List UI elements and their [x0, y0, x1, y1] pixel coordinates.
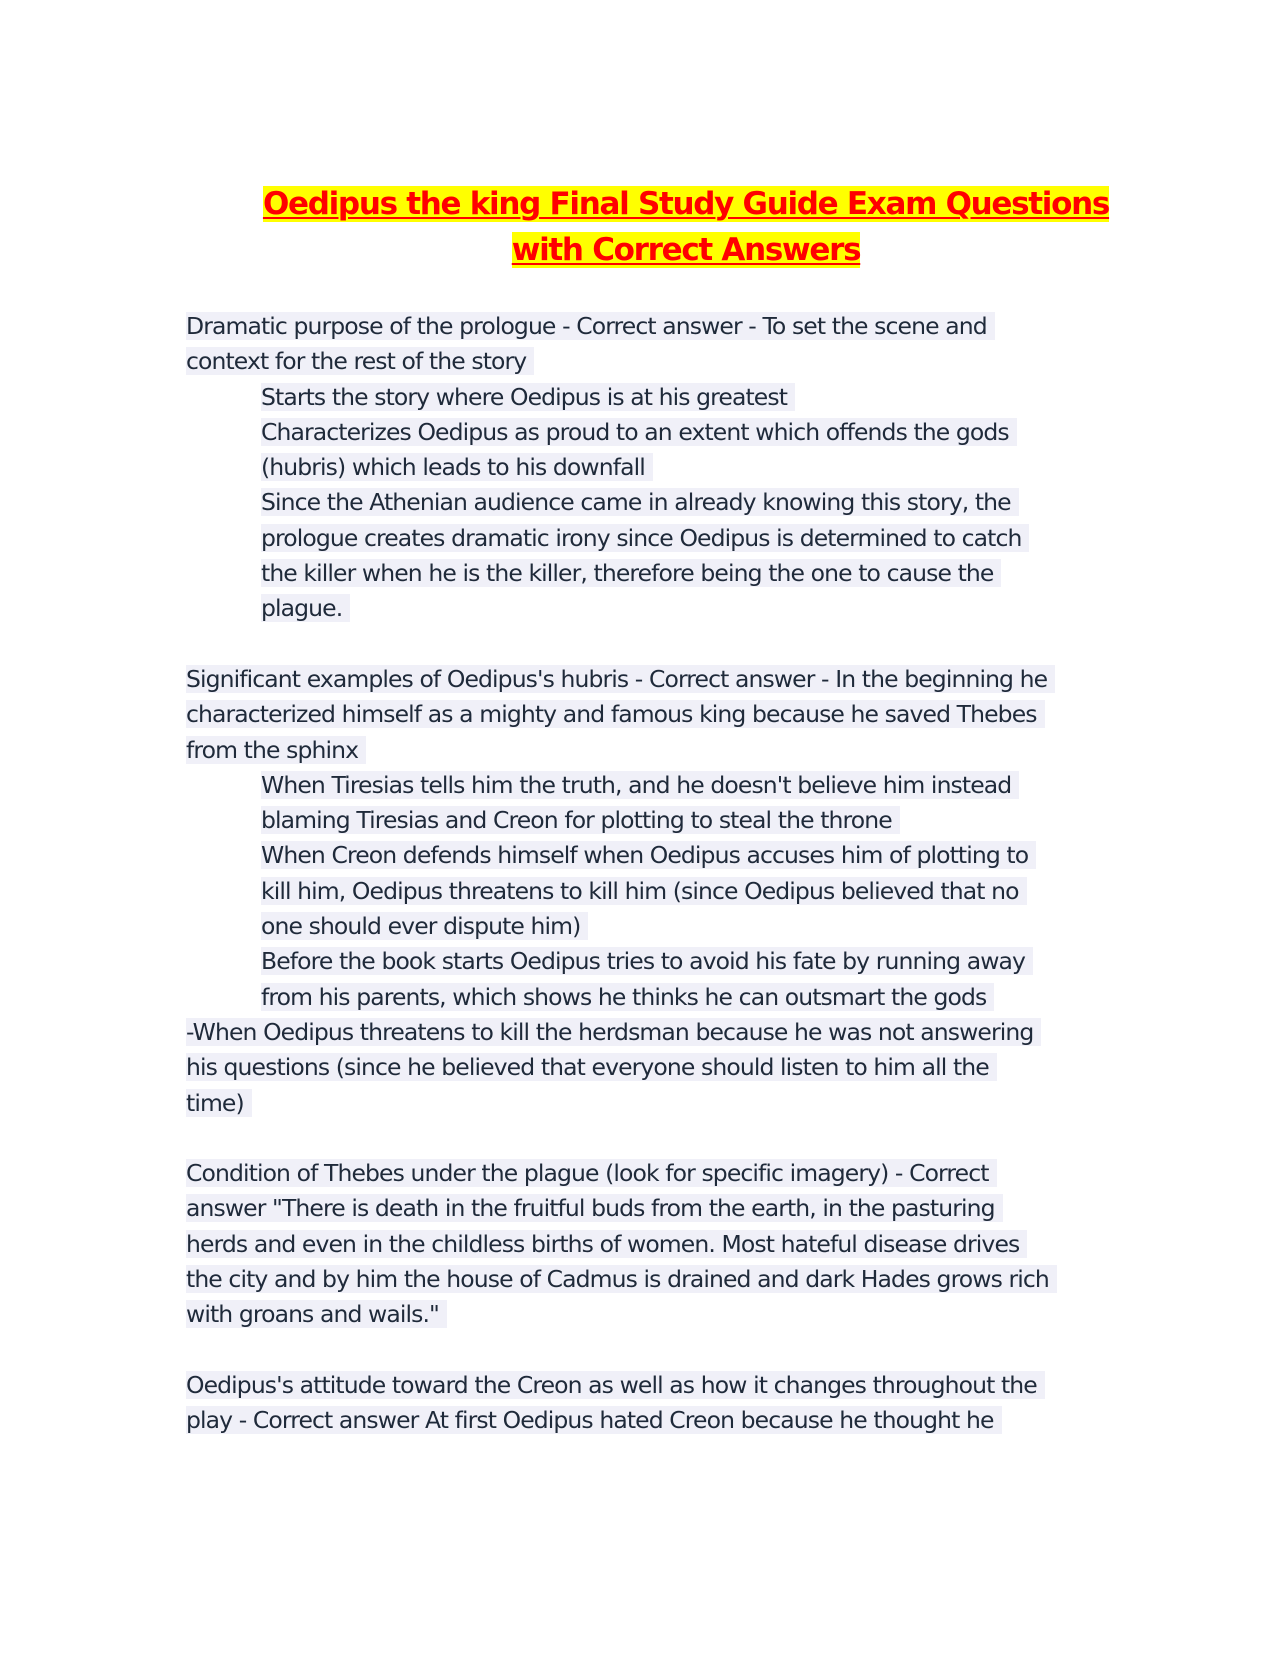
text-line-content: Characterizes Oedipus as proud to an extent which offends the gods [261, 418, 1017, 446]
title-line-2: with Correct Answers [511, 232, 861, 268]
text-line-content: (hubris) which leads to his downfall [261, 453, 653, 481]
text-line-content: the city and by him the house of Cadmus is drained and dark Hades grows rich [186, 1265, 1057, 1293]
text-line-indented [186, 450, 1106, 485]
text-line-indented [186, 944, 1106, 979]
text-line-content: -When Oedipus threatens to kill the herdsman because he was not answering [186, 1018, 1041, 1046]
text-line-indented [186, 768, 1106, 803]
text-line-indented [186, 521, 1106, 556]
text-line [186, 1403, 1106, 1438]
blank-line [186, 1121, 1106, 1156]
text-line-content: kill him, Oedipus threatens to kill him (since Oedipus believed that no [261, 877, 1027, 905]
text-line-content: Since the Athenian audience came in already knowing this story, the [261, 488, 1019, 516]
document-body [186, 309, 1106, 1439]
text-line-content: context for the rest of the story [186, 347, 534, 375]
text-line-content: blaming Tiresias and Creon for plotting to steal the throne [261, 806, 900, 834]
document-title [186, 181, 1186, 273]
text-line-indented [186, 380, 1106, 415]
text-line [186, 1015, 1106, 1050]
text-line-content: Before the book starts Oedipus tries to avoid his fate by running away [261, 947, 1033, 975]
text-line-content: plague. [261, 594, 350, 622]
title-line-1: Oedipus the king Final Study Guide Exam Questions [262, 186, 1110, 222]
text-line-content: play - Correct answer At first Oedipus hated Creon because he thought he [186, 1406, 1002, 1434]
text-line-content: Dramatic purpose of the prologue - Correct answer - To set the scene and [186, 312, 995, 340]
text-line-indented [186, 874, 1106, 909]
text-line-indented [186, 415, 1106, 450]
text-line [186, 733, 1106, 768]
text-line [186, 1227, 1106, 1262]
text-line [186, 697, 1106, 732]
text-line [186, 1191, 1106, 1226]
text-line-indented [186, 909, 1106, 944]
text-line-content: Oedipus's attitude toward the Creon as well as how it changes throughout the [186, 1371, 1045, 1399]
text-line-content: Significant examples of Oedipus's hubris - Correct answer - In the beginning he [186, 665, 1055, 693]
blank-line [186, 1333, 1106, 1368]
text-line [186, 1368, 1106, 1403]
text-line-content: When Tiresias tells him the truth, and he doesn't believe him instead [261, 771, 1019, 799]
text-line-indented [186, 803, 1106, 838]
text-line-content: answer "There is death in the fruitful buds from the earth, in the pasturing [186, 1194, 1003, 1222]
text-line-content: from the sphinx [186, 736, 366, 764]
text-line-content: Starts the story where Oedipus is at his greatest [261, 383, 795, 411]
text-line-content: Condition of Thebes under the plague (look for specific imagery) - Correct [186, 1159, 997, 1187]
text-line-content: his questions (since he believed that everyone should listen to him all the [186, 1053, 997, 1081]
blank-line [186, 627, 1106, 662]
text-line [186, 1262, 1106, 1297]
text-line-indented [186, 556, 1106, 591]
text-line [186, 344, 1106, 379]
text-line-content: time) [186, 1089, 252, 1117]
text-line-indented [186, 838, 1106, 873]
text-line-indented [186, 980, 1106, 1015]
text-line-content: with groans and wails." [186, 1300, 447, 1328]
text-line-content: herds and even in the childless births of women. Most hateful disease drives [186, 1230, 1027, 1258]
text-line-indented [186, 591, 1106, 626]
text-line-indented [186, 485, 1106, 520]
text-line [186, 1086, 1106, 1121]
text-line [186, 1297, 1106, 1332]
text-line [186, 662, 1106, 697]
text-line-content: from his parents, which shows he thinks he can outsmart the gods [261, 983, 994, 1011]
text-line [186, 309, 1106, 344]
text-line [186, 1050, 1106, 1085]
text-line-content: When Creon defends himself when Oedipus accuses him of plotting to [261, 841, 1036, 869]
text-line-content: characterized himself as a mighty and famous king because he saved Thebes [186, 700, 1045, 728]
text-line-content: the killer when he is the killer, therefore being the one to cause the [261, 559, 1001, 587]
text-line-content: prologue creates dramatic irony since Oedipus is determined to catch [261, 524, 1029, 552]
text-line [186, 1156, 1106, 1191]
text-line-content: one should ever dispute him) [261, 912, 588, 940]
